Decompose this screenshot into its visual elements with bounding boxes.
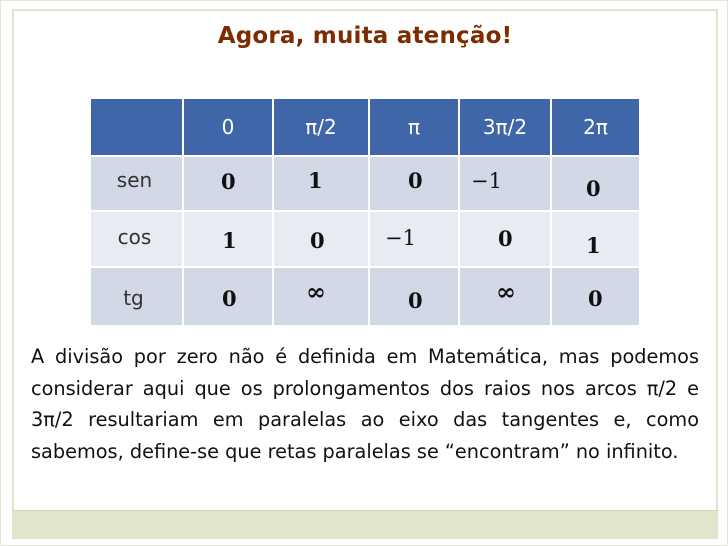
cell-value: 0	[222, 286, 237, 311]
row-label	[90, 211, 183, 267]
cell-value: 1	[586, 232, 601, 258]
cell-value: 0	[588, 286, 603, 311]
cell-value: 1	[308, 168, 323, 193]
cell-value: ∞	[306, 277, 326, 306]
cell-value: 0	[310, 227, 325, 253]
cell-value: 1	[222, 227, 237, 253]
cell-value: 0	[498, 225, 513, 251]
table-header-row	[90, 98, 640, 156]
table-row-cos	[90, 211, 640, 267]
trig-values-table	[90, 98, 640, 326]
cell-value: 0	[586, 176, 601, 201]
row-label	[90, 267, 183, 326]
cell-value: −1	[471, 168, 502, 193]
cell-value: −1	[385, 226, 416, 250]
column-header: 3π/2	[459, 98, 551, 156]
row-label-text: sen	[116, 167, 153, 192]
explanation-paragraph: A divisão por zero não é definida em Matemática, mas podemos considerar aqui que os prolongamentos dos raios nos arcos π/2 e 3π/2 resultariam em paralelas ao eixo das tangentes e, como sabemos, define-se que retas paralelas se “encontram” no infinito.	[31, 345, 699, 463]
table-row-sen	[90, 156, 640, 211]
table-row-tg	[90, 267, 640, 326]
slide-title	[1, 23, 728, 49]
column-header: π	[369, 98, 459, 156]
table-cell	[183, 156, 273, 211]
column-header: 0	[183, 98, 273, 156]
table-cell	[183, 211, 273, 267]
table-cell	[183, 267, 273, 326]
row-label-text: tg	[123, 285, 144, 310]
cell-value: 0	[221, 169, 236, 194]
table-cell	[551, 156, 640, 211]
column-header: π/2	[273, 98, 369, 156]
table-header-corner	[90, 98, 183, 156]
cell-value: 0	[408, 288, 423, 313]
footer-bar	[12, 510, 718, 538]
cell-value: ∞	[496, 277, 516, 306]
slide-title-text: Agora, muita atenção!	[217, 23, 513, 49]
cell-value: 0	[408, 168, 423, 193]
row-label-text: cos	[117, 225, 152, 249]
table-cell	[459, 156, 551, 211]
column-header: 2π	[551, 98, 640, 156]
row-label	[90, 156, 183, 211]
